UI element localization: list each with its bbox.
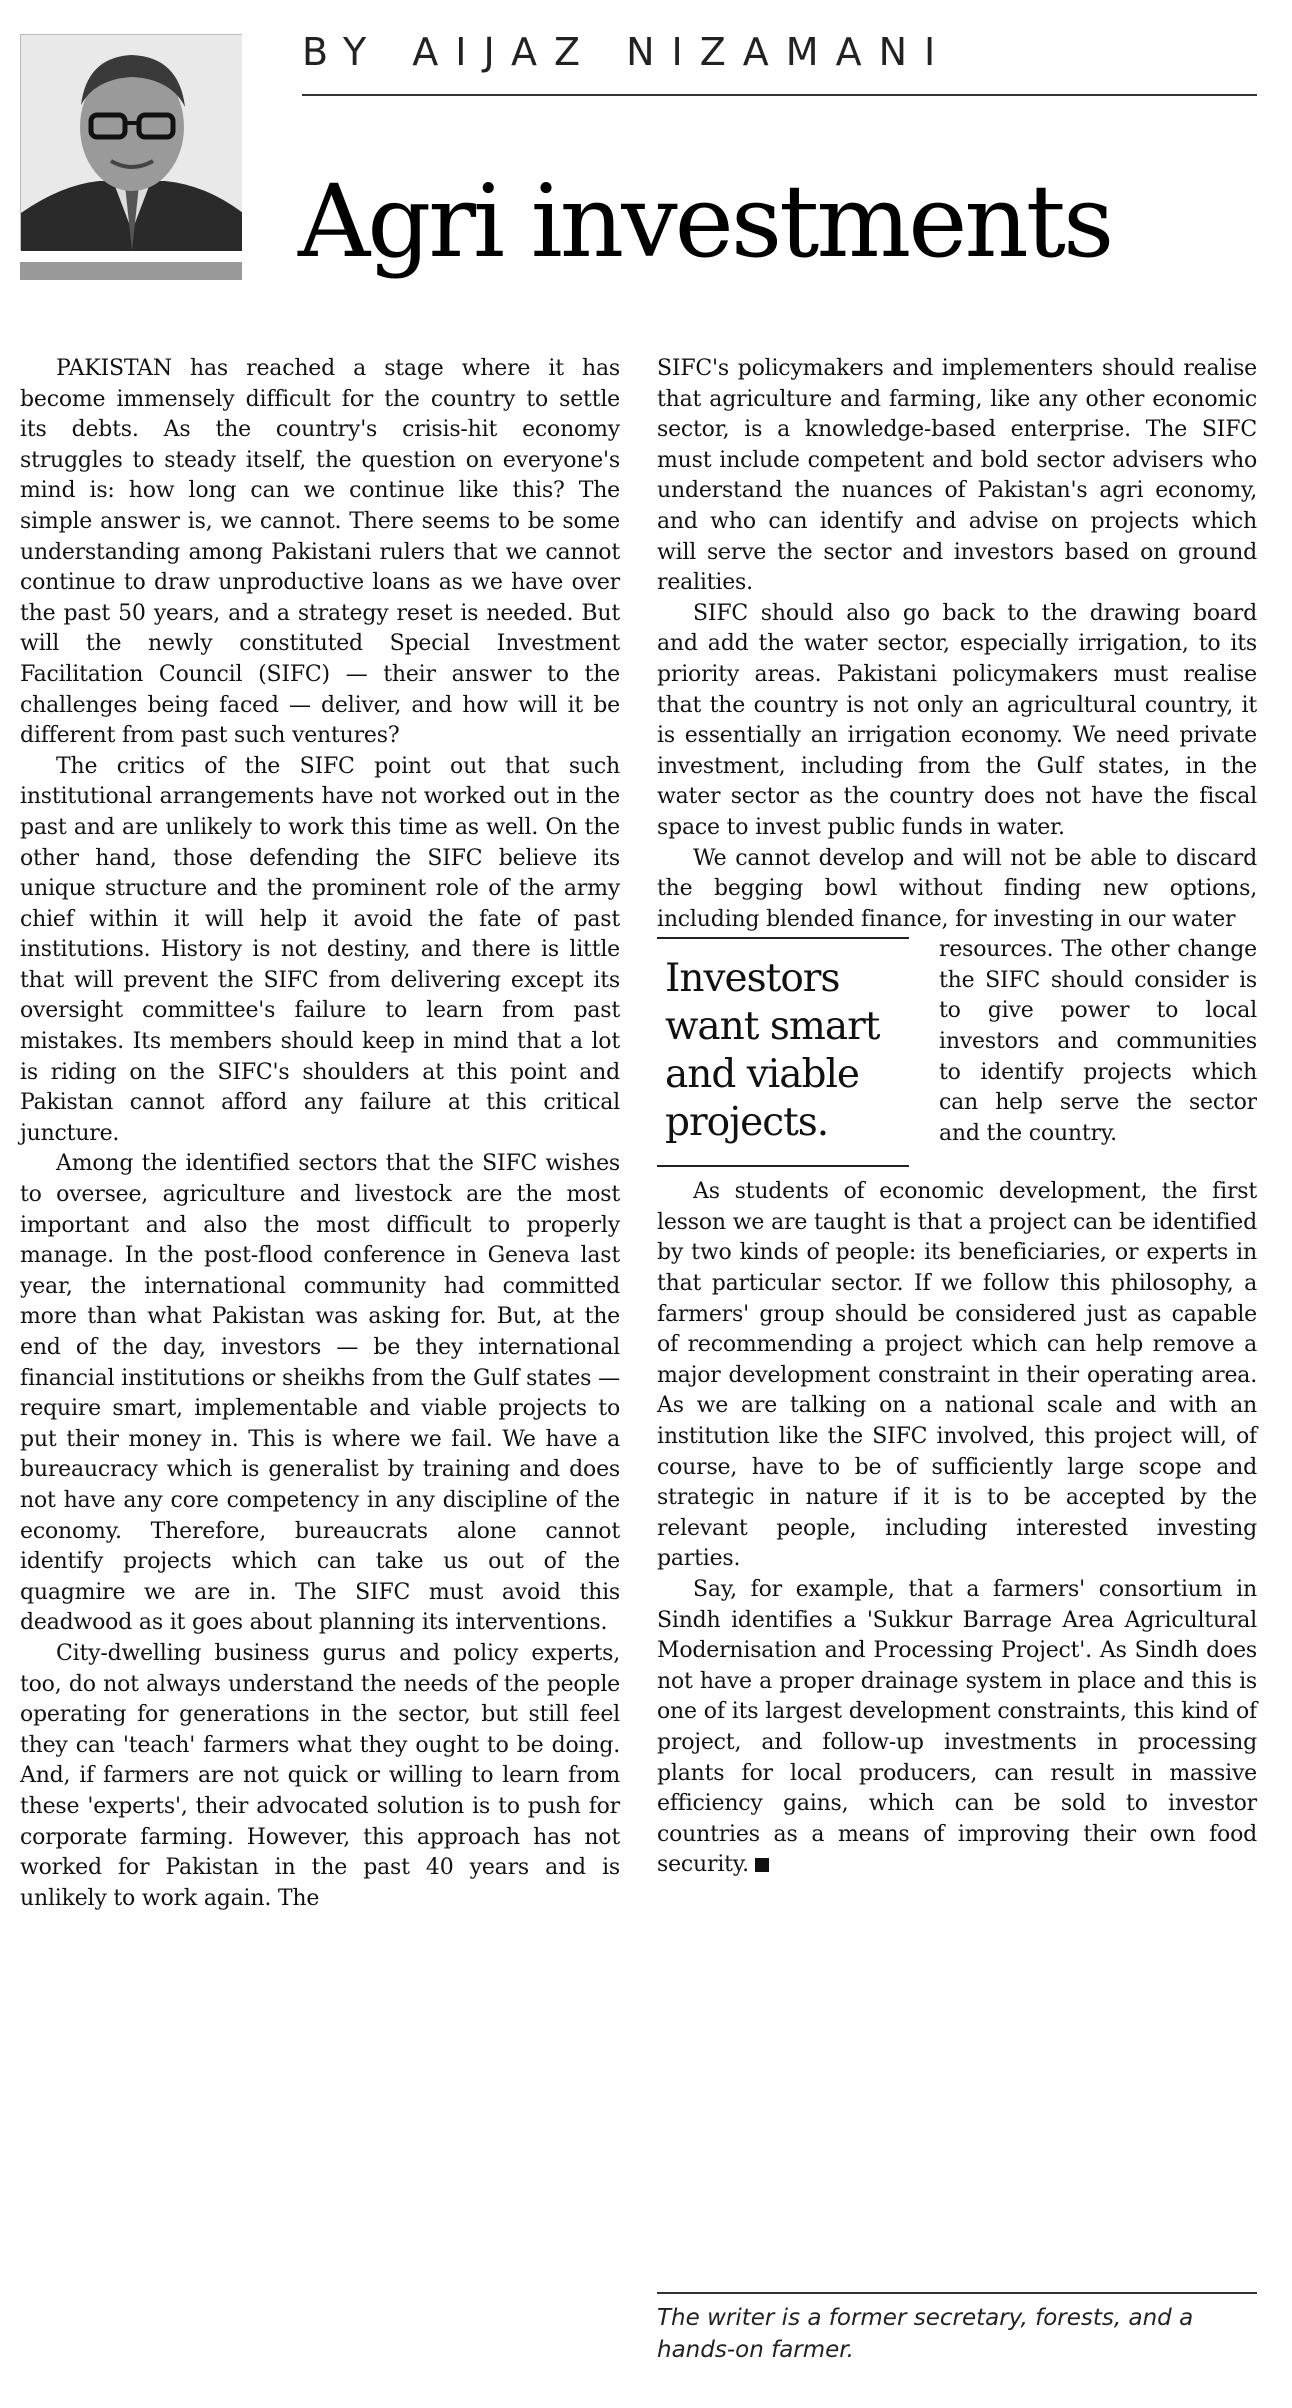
paragraph: As students of economic development, the first lesson we are taught is that a project can be identified by two kinds of people: its beneficiaries, or experts in that particular sector. If we follow this philosophy, a farmers' group should be considered just as capable of recommending a project which can help remove a major development constraint in their operating area. As we are talking on a national scale and with an institution like the SIFC involved, this project will, of course, have to be of sufficiently large scope and strategic in nature if it is to be accepted by the relevant people, including interested investing parties.: [657, 1179, 1257, 1572]
paragraph: PAKISTAN has reached a stage where it has become immensely difficult for the country to settle its debts. As the country's crisis-hit economy struggles to steady itself, the question on everyone's mind is: how long can we continue like this? The simple answer is, we cannot. There seems to be some understanding among Pakistani rulers that we cannot continue to draw unproductive loans as we have over the past 50 years, and a strategy reset is needed. But will the newly constituted Special Investment Facilitation Council (SIFC) — their answer to the challenges being faced — deliver, and how will it be different from past such ventures?: [20, 356, 620, 749]
paragraph: resources. The other change the SIFC should consider is to give power to local investors and communities to identify projects which can help serve the sector and the country.: [939, 937, 1257, 1146]
end-of-article-mark: [755, 1858, 769, 1872]
pullquote: [657, 937, 909, 1167]
author-bio: The writer is a former secretary, forests, and a hands-on farmer.: [657, 2305, 1194, 2363]
paragraph-text: Say, for example, that a farmers' consortium in Sindh identifies a 'Sukkur Barrage Area Agricultural Modernisation and Processing Project'. As Sindh does not have a proper drainage system in place and this is one of its largest development constraints, this kind of project, and follow-up investments in processing plants for local producers, can result in massive efficiency gains, which can be sold to investor countries as a means of improving their own food security.: [657, 1577, 1257, 1878]
author-photo: [20, 34, 242, 280]
left-column: [20, 354, 620, 1914]
paragraph: Among the identified sectors that the SIFC wishes to oversee, agriculture and livestock are the most important and also the most difficult to properly manage. In the post-flood conference in Geneva last year, the international community had committed more than what Pakistan was asking for. But, at the end of the day, investors — be they international financial institutions or sheikhs from the Gulf states — require smart, implementable and viable projects to put their money in. This is where we fail. We have a bureaucracy which is generalist by training and does not have any core competency in any discipline of the economy. Therefore, bureaucrats alone cannot identify projects which can take us out of the quagmire we are in. The SIFC must avoid this deadwood as it goes about planning its interventions.: [20, 1151, 620, 1636]
paragraph: [657, 1575, 1257, 1881]
headline: Agri investments: [298, 163, 1112, 280]
bio-divider: [657, 2292, 1257, 2294]
author-portrait-image: [21, 35, 242, 251]
paragraph: SIFC should also go back to the drawing board and add the water sector, especially irrigation, to its priority areas. Pakistani policymakers must realise that the country is not only an agricultural country, it is essentially an irrigation economy. We need private investment, including from the Gulf states, in the water sector as the country does not have the fiscal space to invest public funds in water.: [657, 600, 1257, 840]
author-portrait-frame: [20, 34, 242, 250]
pullquote-wrap: [657, 935, 1257, 1177]
paragraph: We cannot develop and will not be able to discard the begging bowl without finding new options, including blended finance, for investing in our water: [657, 845, 1257, 932]
byline: BY AIJAZ NIZAMANI: [302, 30, 953, 74]
paragraph: The critics of the SIFC point out that such institutional arrangements have not worked out in the past and are unlikely to work this time as well. On the other hand, those defending the SIFC believe its unique structure and the prominent role of the army chief within it will help it avoid the fate of past institutions. History is not destiny, and there is little that will prevent the SIFC from delivering except its oversight committee's failure to learn from past mistakes. Its members should keep in mind that a lot is riding on the SIFC's shoulders at this point and Pakistan cannot afford any failure at this critical juncture.: [20, 753, 620, 1146]
byline-divider: [302, 94, 1257, 96]
paragraph: SIFC's policymakers and implementers should realise that agriculture and farming, like any other economic sector, is a knowledge-based enterprise. The SIFC must include competent and bold sector advisers who understand the nuances of Pakistan's agri economy, and who can identify and advise on projects which will serve the sector and investors based on ground realities.: [657, 356, 1257, 596]
right-column: [657, 354, 1257, 1881]
photo-accent-bar: [20, 262, 242, 280]
pullquote-text: Investors want smart and viable projects.: [665, 956, 880, 1146]
paragraph: City-dwelling business gurus and policy experts, too, do not always understand the needs of the people operating for generations in the sector, but still feel they can 'teach' farmers what they ought to be doing. And, if farmers are not quick or willing to learn from these 'experts', their advocated solution is to push for corporate farming. However, this approach has not worked for Pakistan in the past 40 years and is unlikely to work again. The: [20, 1640, 620, 1911]
